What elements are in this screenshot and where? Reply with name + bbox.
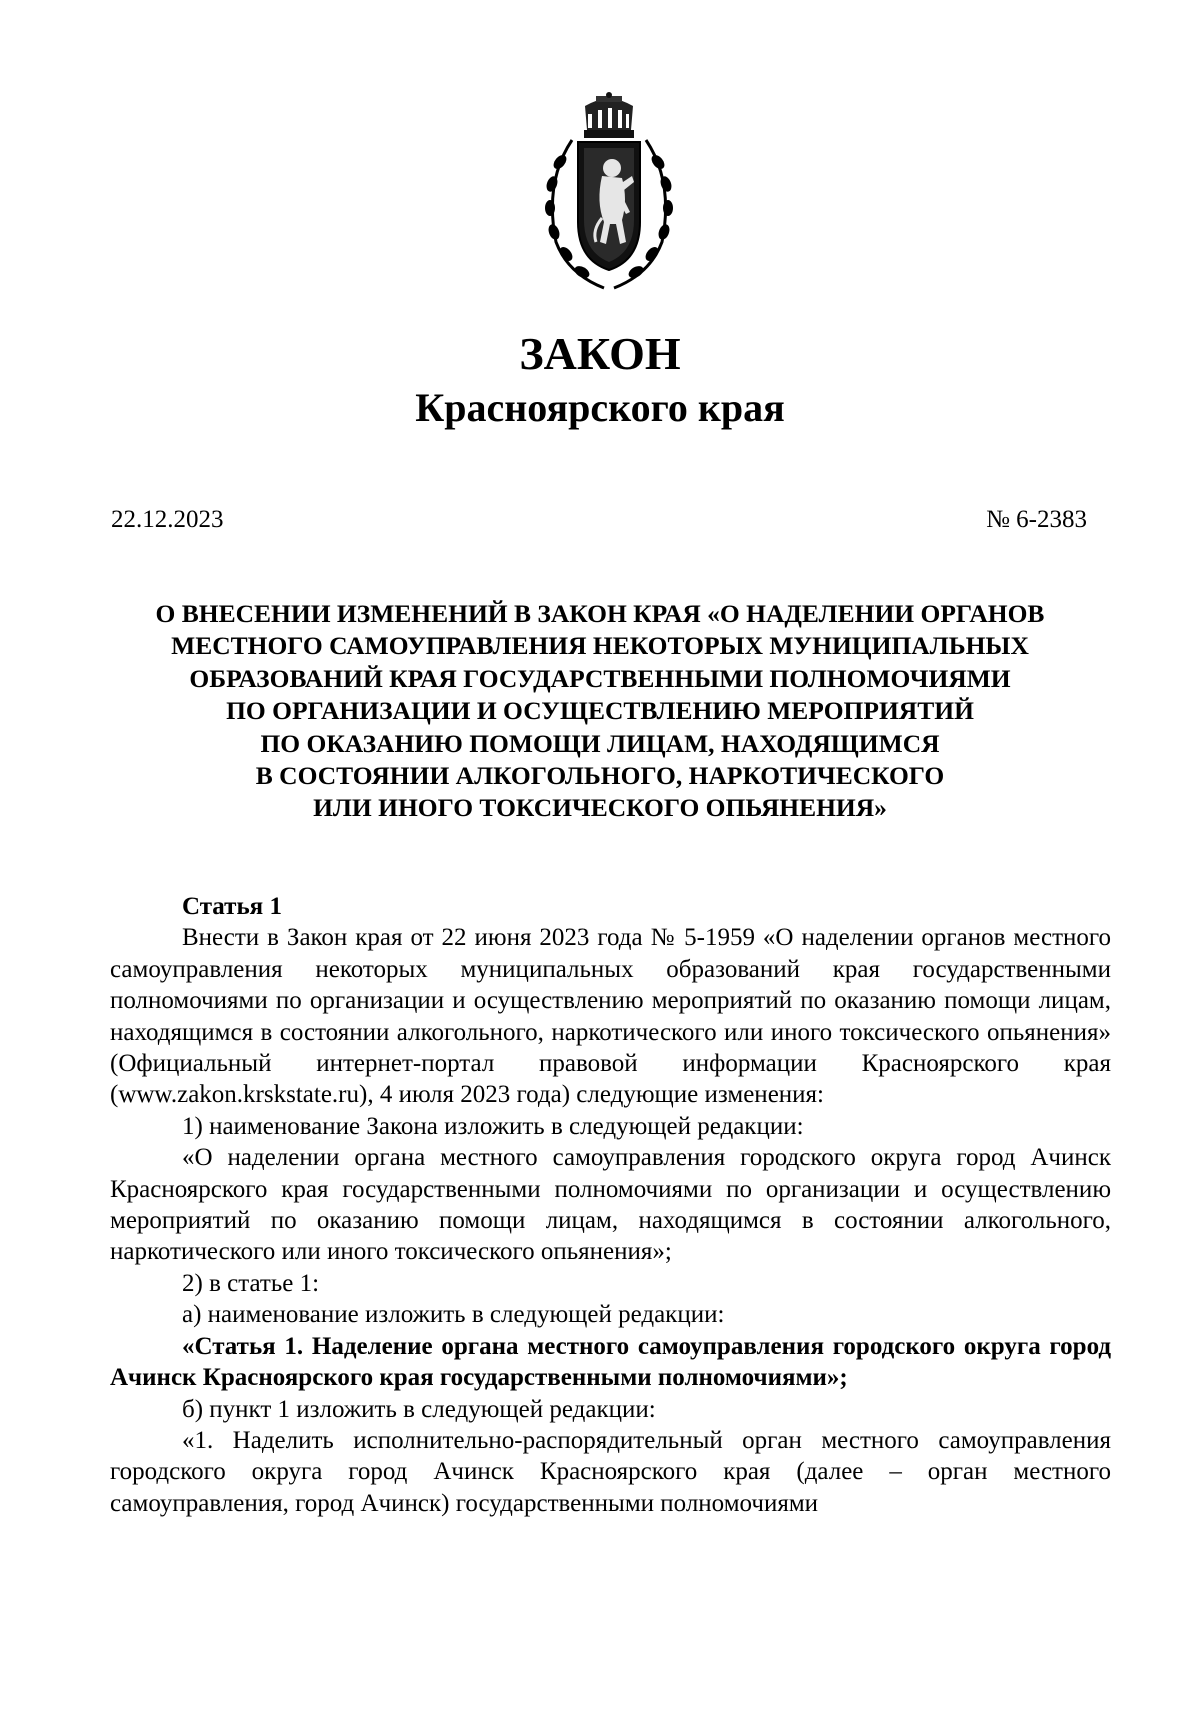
paragraph: б) пункт 1 изложить в следующей редакции:	[182, 1395, 656, 1423]
heading-line: ПО ОКАЗАНИЮ ПОМОЩИ ЛИЦАМ, НАХОДЯЩИМСЯ	[260, 728, 940, 758]
heading-line: О ВНЕСЕНИИ ИЗМЕНЕНИЙ В ЗАКОН КРАЯ «О НАДЕЛЕНИИ ОРГАНОВ	[155, 599, 1045, 628]
paragraph: «1. Наделить исполнительно-распорядительный орган местного самоуправления городского округа город Ачинск Красноярского края (далее – орган местного самоуправления, город Ачинск) государственными полномочиями	[110, 1426, 1111, 1517]
heading-line: ИЛИ ИНОГО ТОКСИЧЕСКОГО ОПЬЯНЕНИЯ»	[313, 793, 887, 823]
paragraph: 2) в статье 1:	[182, 1269, 320, 1297]
paragraph: 1) наименование Закона изложить в следующей редакции:	[182, 1112, 804, 1140]
crown-icon	[584, 92, 634, 138]
article-title: Статья 1	[182, 893, 282, 920]
paragraph-bold: «Статья 1. Наделение органа местного самоуправления городского округа город Ачинск Красноярского края государственными полномочиями»;	[110, 1332, 1111, 1392]
article-body	[110, 891, 1111, 1519]
law-subtitle: Красноярского края	[415, 385, 785, 430]
law-heading	[100, 598, 1100, 825]
heading-line: МЕСТНОГО САМОУПРАВЛЕНИЯ НЕКОТОРЫХ МУНИЦИПАЛЬНЫХ	[171, 631, 1029, 661]
heading-line: ОБРАЗОВАНИЙ КРАЯ ГОСУДАРСТВЕННЫМИ ПОЛНОМОЧИЯМИ	[189, 663, 1011, 693]
law-title: ЗАКОН	[519, 328, 681, 379]
heading-line: В СОСТОЯНИИ АЛКОГОЛЬНОГО, НАРКОТИЧЕСКОГО	[255, 761, 945, 791]
heading-line: ПО ОРГАНИЗАЦИИ И ОСУЩЕСТВЛЕНИЮ МЕРОПРИЯТИЙ	[226, 696, 974, 726]
law-number: № 6-2383	[986, 506, 1087, 533]
law-date: 22.12.2023	[111, 506, 224, 533]
coat-of-arms-emblem	[538, 92, 680, 296]
paragraph: Внести в Закон края от 22 июня 2023 года № 5-1959 «О наделении органов местного самоуправления некоторых муниципальных образований края государственными полномочиями по организации и осуществлению мероприятий по оказанию помощи лицам, находящимся в состоянии алкогольного, наркотического или иного токсического опьянения» (Официальный интернет-портал правовой информации Красноярского края (www.zakon.krskstate.ru), 4 июля 2023 года) следующие изменения:	[110, 924, 1111, 1109]
paragraph: «О наделении органа местного самоуправления городского округа город Ачинск Красноярского края государственными полномочиями по организации и осуществлению мероприятий по оказанию помощи лицам, находящимся в состоянии алкогольного, наркотического или иного токсического опьянения»;	[110, 1144, 1111, 1266]
paragraph: а) наименование изложить в следующей редакции:	[182, 1301, 725, 1329]
